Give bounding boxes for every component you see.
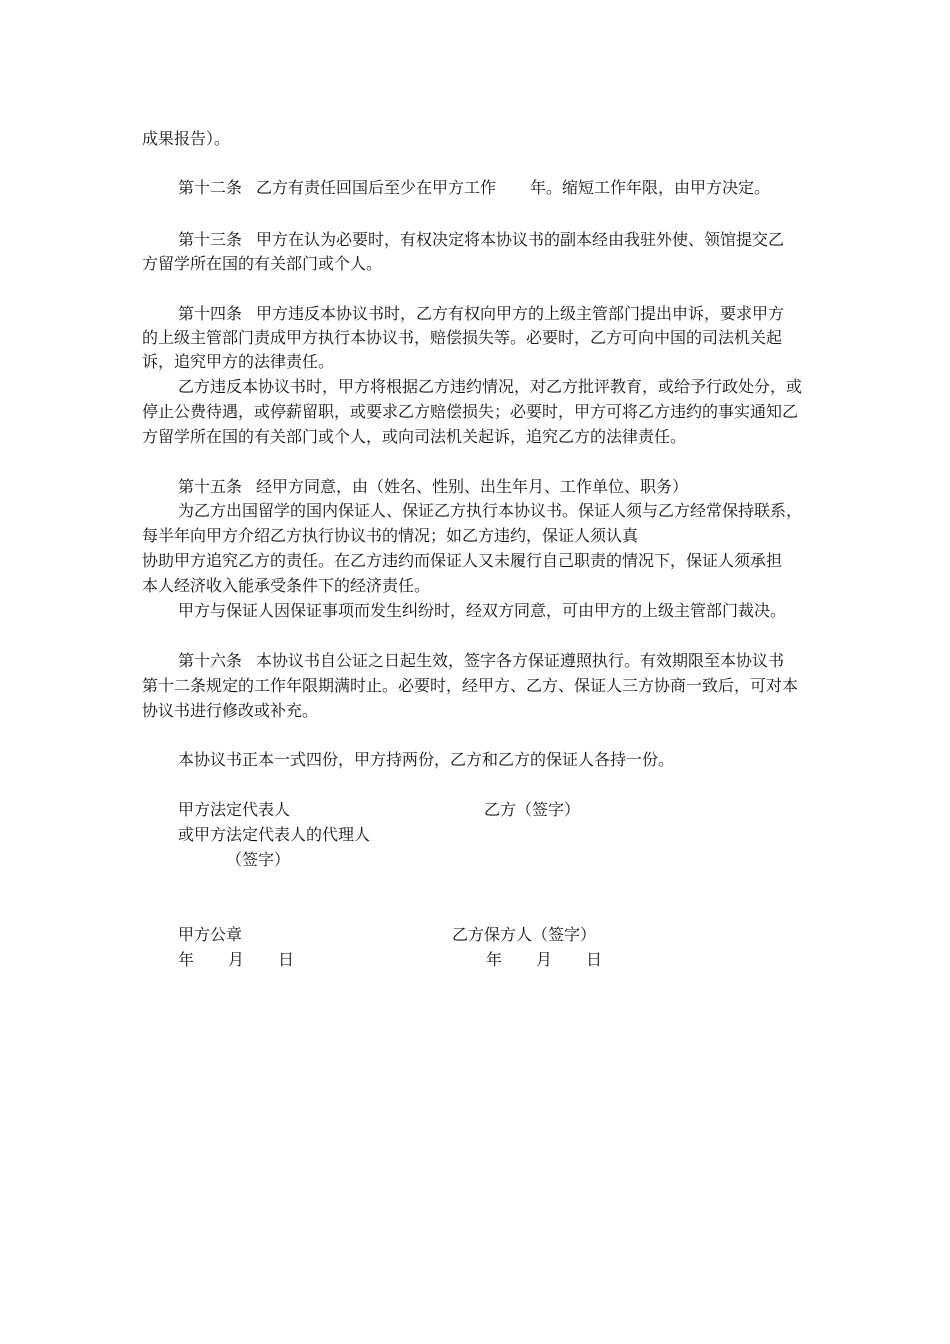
article-13-text: 甲方在认为必要时，有权决定将本协议书的副本经由我驻外使、领馆提交乙	[256, 230, 785, 249]
intro-tail-line: 成果报告）。	[142, 129, 231, 148]
article-15-p2: 甲方与保证人因保证事项而发生纠纷时，经双方同意，可由甲方的上级主管部门裁决。	[178, 601, 787, 620]
party-a-representative-label: 甲方法定代表人	[178, 800, 291, 819]
article-14-line-1	[178, 303, 784, 325]
article-16-line-3: 协议书进行修改或补充。	[142, 701, 319, 720]
article-15-line-3: 每半年向甲方介绍乙方执行协议书的情况；如乙方违约，保证人须认真	[142, 526, 639, 545]
party-b-date-line	[486, 949, 602, 971]
party-a-signature-label: （签字）	[226, 850, 291, 869]
article-14-heading: 第十四条	[178, 304, 243, 323]
article-14-text: 甲方违反本协议书时，乙方有权向甲方的上级主管部门提出申诉，要求甲方	[256, 304, 785, 323]
article-16-line-1	[178, 650, 784, 672]
article-13-heading: 第十三条	[178, 230, 243, 249]
article-16-text: 本协议书自公证之日起生效，签字各方保证遵照执行。有效期限至本协议书	[256, 651, 785, 670]
article-14-p2-line-2: 停止公费待遇，或停薪留职，或要求乙方赔偿损失；必要时，甲方可将乙方违约的事实通知乙	[142, 402, 799, 421]
article-15-line-2: 为乙方出国留学的国内保证人、保证乙方执行本协议书。保证人须与乙方经常保持联系，	[178, 501, 803, 520]
guarantor-signature-label: 乙方保方人（签字）	[452, 925, 597, 944]
article-15-heading: 第十五条	[178, 477, 243, 496]
article-13-line-2: 方留学所在国的有关部门或个人。	[142, 254, 383, 273]
article-15-line-5: 本人经济收入能承受条件下的经济责任。	[142, 576, 431, 595]
party-a-agent-label: 或甲方法定代表人的代理人	[178, 825, 371, 844]
article-12-text-b: 年。缩短工作年限，由甲方决定。	[530, 178, 771, 197]
copies-clause: 本协议书正本一式四份，甲方持两份，乙方和乙方的保证人各持一份。	[178, 750, 675, 769]
article-14-line-3: 诉，追究甲方的法律责任。	[142, 352, 335, 371]
party-b-signature-label: 乙方（签字）	[484, 800, 581, 819]
date-year: 年	[486, 950, 503, 969]
date-year: 年	[178, 950, 195, 969]
article-15-line-4: 协助甲方追究乙方的责任。在乙方违约而保证人又未履行自己职责的情况下，保证人须承担	[142, 551, 783, 570]
article-12-heading: 第十二条	[178, 178, 243, 197]
article-16-line-2: 第十二条规定的工作年限期满时止。必要时，经甲方、乙方、保证人三方协商一致后，可对本	[142, 676, 799, 695]
article-15-text: 经甲方同意，由（姓名、性别、出生年月、工作单位、职务）	[256, 477, 689, 496]
date-day: 日	[586, 950, 603, 969]
party-a-date-line	[178, 949, 294, 971]
date-day: 日	[278, 950, 295, 969]
article-14-line-2: 的上级主管部门责成甲方执行本协议书，赔偿损失等。必要时，乙方可向中国的司法机关起	[142, 328, 783, 347]
article-16-heading: 第十六条	[178, 651, 243, 670]
date-month: 月	[536, 950, 553, 969]
article-12-text-a: 乙方有责任回国后至少在甲方工作	[256, 178, 497, 197]
article-14-p2-line-1: 乙方违反本协议书时，甲方将根据乙方违约情况，对乙方批评教育，或给予行政处分，或	[178, 377, 803, 396]
article-12	[178, 177, 770, 199]
party-a-seal-label: 甲方公章	[178, 925, 243, 944]
article-14-p2-line-3: 方留学所在国的有关部门或个人，或向司法机关起诉，追究乙方的法律责任。	[142, 427, 687, 446]
article-13-line-1	[178, 229, 784, 251]
article-15-line-1	[178, 476, 688, 498]
date-month: 月	[228, 950, 245, 969]
